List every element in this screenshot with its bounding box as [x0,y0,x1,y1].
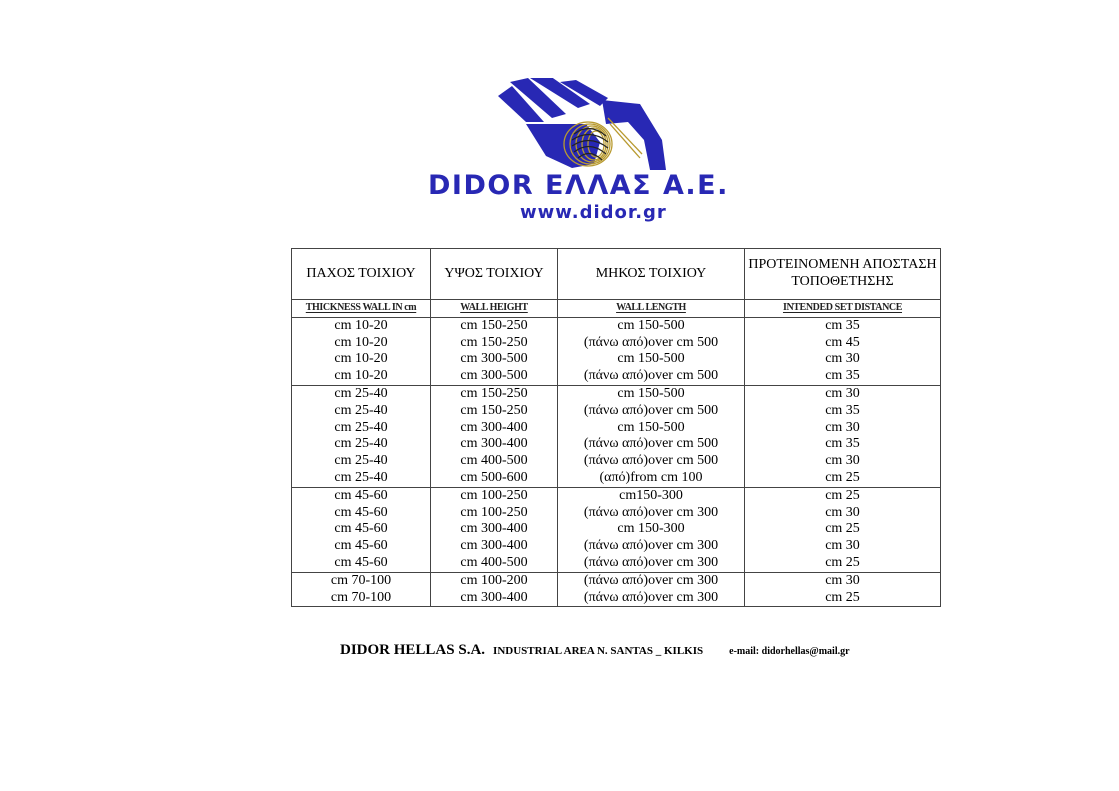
cell-height: cm 100-250 [431,487,558,504]
cell-length: (πάνω από)over cm 500 [558,453,745,470]
table-row [292,436,941,453]
footer-address: INDUSTRIAL AREA N. SANTAS _ KILKIS [493,645,704,657]
cell-thickness: cm 45-60 [292,538,431,555]
cell-length: cm 150-500 [558,385,745,402]
wall-spec-table [291,248,941,607]
cell-length: (από)from cm 100 [558,470,745,487]
cell-distance: cm 25 [745,555,941,572]
cell-thickness: cm 45-60 [292,487,431,504]
cell-distance: cm 30 [745,453,941,470]
cell-height: cm 150-250 [431,385,558,402]
footer-company: DIDOR HELLAS S.A. [340,642,486,658]
cell-distance: cm 25 [745,470,941,487]
cell-distance: cm 45 [745,335,941,352]
cell-length: cm 150-500 [558,317,745,334]
cell-thickness: cm 25-40 [292,453,431,470]
cell-thickness: cm 70-100 [292,590,431,607]
cell-height: cm 300-400 [431,590,558,607]
cell-thickness: cm 25-40 [292,420,431,437]
cell-length: (πάνω από)over cm 500 [558,335,745,352]
table-row [292,368,941,385]
cell-length: cm 150-300 [558,521,745,538]
footer [340,641,850,659]
cell-distance: cm 35 [745,403,941,420]
cell-thickness: cm 25-40 [292,470,431,487]
header-distance: ΠΡΟΤΕΙΝΟΜΕΝΗ ΑΠΟΣΤΑΣΗ ΤΟΠΟΘΕΤΗΣΗΣ [745,249,941,300]
cell-length: (πάνω από)over cm 500 [558,403,745,420]
table-row [292,572,941,589]
table-row [292,351,941,368]
table-row [292,538,941,555]
cell-distance: cm 30 [745,420,941,437]
cell-distance: cm 30 [745,572,941,589]
header-thickness: ΠΑΧΟΣ ΤΟΙΧΙΟΥ [292,249,431,300]
cell-length: (πάνω από)over cm 300 [558,572,745,589]
cell-height: cm 300-400 [431,420,558,437]
hand-logo-icon [490,78,690,174]
cell-thickness: cm 25-40 [292,403,431,420]
cell-distance: cm 25 [745,590,941,607]
cell-distance: cm 35 [745,368,941,385]
cell-thickness: cm 10-20 [292,368,431,385]
cell-height: cm 300-500 [431,368,558,385]
table-row [292,420,941,437]
table-row [292,317,941,334]
cell-thickness: cm 25-40 [292,436,431,453]
table-row [292,555,941,572]
table-row [292,487,941,504]
cell-distance: cm 25 [745,521,941,538]
subheader-row [292,300,941,318]
cell-height: cm 300-400 [431,538,558,555]
cell-thickness: cm 70-100 [292,572,431,589]
cell-length: (πάνω από)over cm 300 [558,538,745,555]
table-row [292,403,941,420]
cell-length: (πάνω από)over cm 500 [558,436,745,453]
brand-name: DIDOR ΕΛΛΑΣ Α.Ε. [428,170,729,201]
cell-height: cm 500-600 [431,470,558,487]
table-row [292,470,941,487]
cell-height: cm 100-250 [431,505,558,522]
cell-distance: cm 30 [745,505,941,522]
table-row [292,453,941,470]
table-row [292,590,941,607]
footer-email: e-mail: didorhellas@mail.gr [729,646,850,657]
cell-thickness: cm 45-60 [292,521,431,538]
cell-distance: cm 25 [745,487,941,504]
cell-thickness: cm 25-40 [292,385,431,402]
cell-thickness: cm 10-20 [292,317,431,334]
subheader-length: WALL LENGTH [558,300,745,318]
subheader-distance: INTENDED SET DISTANCE [745,300,941,318]
table-row [292,335,941,352]
cell-height: cm 400-500 [431,555,558,572]
table-row [292,385,941,402]
cell-thickness: cm 10-20 [292,351,431,368]
cell-distance: cm 35 [745,317,941,334]
cell-thickness: cm 45-60 [292,505,431,522]
cell-thickness: cm 10-20 [292,335,431,352]
website-url: www.didor.gr [520,202,667,223]
cell-distance: cm 30 [745,538,941,555]
header-length: ΜΗΚΟΣ ΤΟΙΧΙΟΥ [558,249,745,300]
header-height: ΥΨΟΣ ΤΟΙΧΙΟΥ [431,249,558,300]
subheader-height: WALL HEIGHT [431,300,558,318]
header-row [292,249,941,300]
cell-distance: cm 35 [745,436,941,453]
company-logo [420,78,790,228]
cell-height: cm 150-250 [431,403,558,420]
cell-length: cm150-300 [558,487,745,504]
subheader-thickness: THICKNESS WALL IN cm [292,300,431,318]
cell-length: (πάνω από)over cm 300 [558,505,745,522]
cell-distance: cm 30 [745,351,941,368]
cell-length: (πάνω από)over cm 300 [558,555,745,572]
cell-height: cm 150-250 [431,317,558,334]
cell-height: cm 300-400 [431,436,558,453]
cell-height: cm 300-400 [431,521,558,538]
cell-length: cm 150-500 [558,420,745,437]
cell-distance: cm 30 [745,385,941,402]
cell-height: cm 150-250 [431,335,558,352]
cell-length: (πάνω από)over cm 300 [558,590,745,607]
table-row [292,521,941,538]
cell-length: cm 150-500 [558,351,745,368]
table-row [292,505,941,522]
cell-height: cm 300-500 [431,351,558,368]
cell-thickness: cm 45-60 [292,555,431,572]
cell-length: (πάνω από)over cm 500 [558,368,745,385]
cell-height: cm 400-500 [431,453,558,470]
cell-height: cm 100-200 [431,572,558,589]
